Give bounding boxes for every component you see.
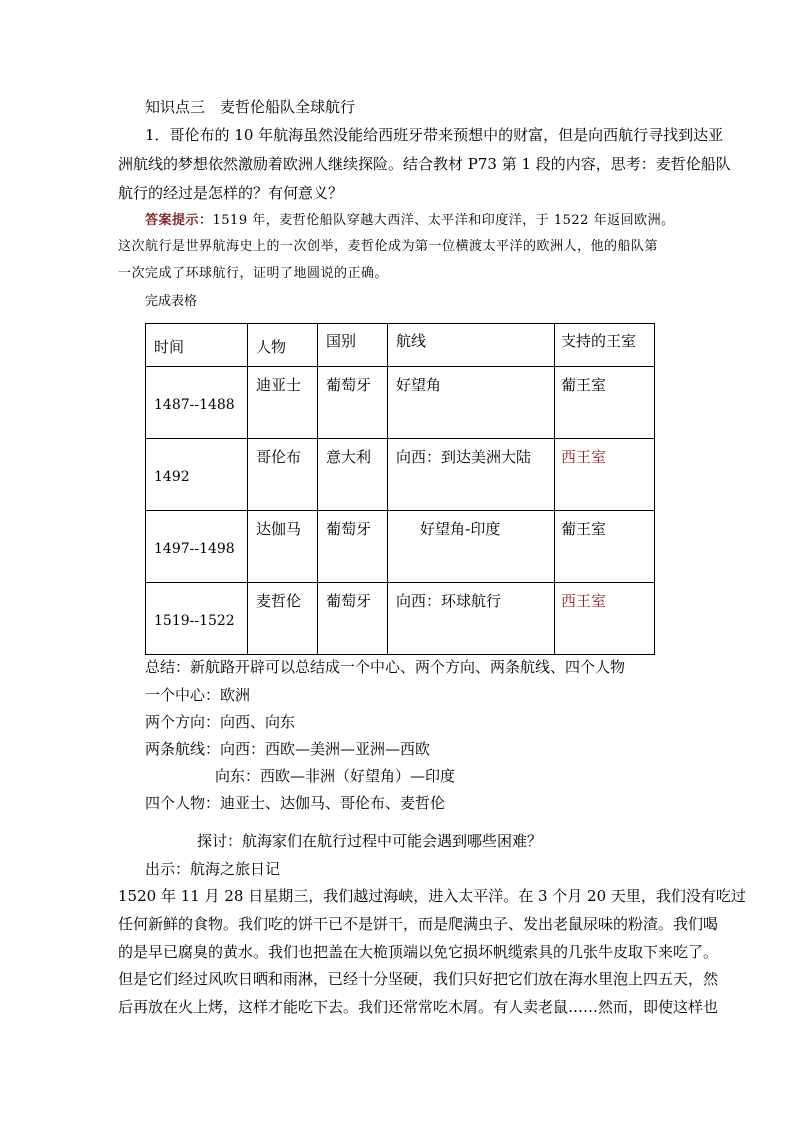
answer-line-1	[145, 209, 675, 228]
question-line-3: 航行的经过是怎样的？有何意义？	[118, 184, 344, 202]
table-row	[146, 367, 655, 439]
summary-center: 一个中心：欧洲	[145, 686, 251, 704]
row-royal: 葡王室	[561, 520, 607, 538]
discussion-question: 探讨：航海家们在航行过程中可能会遇到哪些困难？	[197, 832, 543, 850]
table-row	[146, 511, 655, 583]
row-royal: 西王室	[561, 448, 607, 466]
summary-directions: 两个方向：向西、向东	[145, 713, 296, 731]
diary-line-3: 的是早已腐臭的黄水。我们也把盖在大桅顶端以免它损坏帆缆索具的几张牛皮取下来吃了。	[118, 943, 719, 961]
source-label: 出示：航海之旅日记	[145, 860, 281, 878]
row-royal: 葡王室	[561, 376, 607, 394]
row-time: 1497--1498	[154, 541, 235, 557]
row-country: 意大利	[326, 448, 372, 466]
row-person: 哥伦布	[256, 448, 302, 466]
summary-people: 四个人物：迪亚士、达伽马、哥伦布、麦哲伦	[145, 794, 446, 812]
answer-label: 答案提示：	[145, 213, 213, 228]
row-route: 好望角-印度	[420, 520, 501, 538]
summary-line: 总结：新航路开辟可以总结成一个中心、两个方向、两条航线、四个人物	[145, 658, 626, 676]
row-country: 葡萄牙	[326, 376, 372, 394]
table-header-row	[146, 324, 655, 367]
header-route: 航线	[396, 332, 427, 350]
answer-line-2: 这次航行是世界航海史上的一次创举，麦哲伦成为第一位横渡太平洋的欧洲人，他的船队第	[118, 239, 659, 254]
answer-line-3: 一次完成了环球航行，证明了地圆说的正确。	[118, 266, 389, 281]
header-royal: 支持的王室	[561, 332, 637, 350]
table-caption: 完成表格	[145, 294, 198, 309]
row-route: 向西：到达美洲大陆	[396, 448, 532, 466]
summary-routes-east: 向东：西欧—非洲（好望角）—印度	[215, 767, 456, 785]
table-row	[146, 583, 655, 655]
row-royal: 西王室	[561, 592, 607, 610]
row-person: 达伽马	[256, 520, 302, 538]
row-route: 好望角	[396, 376, 442, 394]
voyages-table	[145, 323, 655, 655]
diary-line-5: 后再放在火上烤，这样才能吃下去。我们还常常吃木屑。有人卖老鼠……然而，即使这样也	[118, 998, 719, 1016]
row-time: 1487--1488	[154, 397, 235, 413]
diary-line-2: 任何新鲜的食物。我们吃的饼干已不是饼干，而是爬满虫子、发出老鼠尿味的粉渣。我们喝	[118, 915, 719, 933]
diary-line-1: 1520 年 11 月 28 日星期三，我们越过海峡，进入太平洋。在 3 个月 20 天里，我们没有吃过	[118, 887, 746, 905]
row-time: 1492	[154, 469, 190, 485]
header-time: 时间	[154, 338, 185, 356]
row-country: 葡萄牙	[326, 520, 372, 538]
summary-routes-west: 两条航线：向西：西欧—美洲—亚洲—西欧	[145, 740, 431, 758]
header-person: 人物	[256, 338, 287, 356]
answer-text-1: 1519 年，麦哲伦船队穿越大西洋、太平洋和印度洋，于 1522 年返回欧洲。	[212, 213, 675, 228]
row-person: 麦哲伦	[256, 592, 302, 610]
row-person: 迪亚士	[256, 376, 302, 394]
row-country: 葡萄牙	[326, 592, 372, 610]
diary-line-4: 但是它们经过风吹日晒和雨淋，已经十分坚硬，我们只好把它们放在海水里泡上四五天，然	[118, 970, 719, 988]
row-time: 1519--1522	[154, 613, 235, 629]
table-row	[146, 439, 655, 511]
row-route: 向西：环球航行	[396, 592, 502, 610]
section-title: 知识点三 麦哲伦船队全球航行	[145, 98, 356, 116]
header-country: 国别	[326, 332, 357, 350]
question-line-1: 1．哥伦布的 10 年航海虽然没能给西班牙带来预想中的财富，但是向西航行寻找到达亚	[145, 126, 724, 144]
question-line-2: 洲航线的梦想依然激励着欧洲人继续探险。结合教材 P73 第 1 段的内容，思考：麦哲伦船队	[118, 155, 731, 173]
